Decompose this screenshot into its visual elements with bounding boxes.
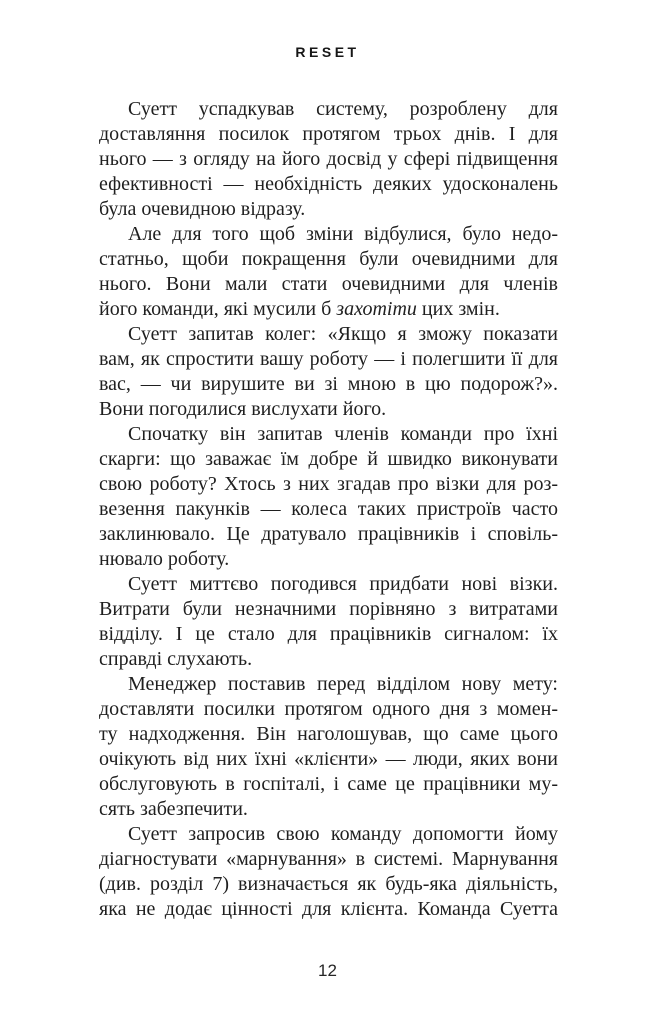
text-run: ефективності — необхідність деяких удосконалень [99, 173, 558, 195]
text-line [99, 797, 558, 822]
paragraph [99, 222, 558, 322]
text-run: цих змін. [416, 298, 500, 320]
text-run: вам, як спростити вашу роботу — і полегшити її для [99, 348, 558, 370]
text-run: Менеджер поставив перед відділом нову мету: [128, 673, 558, 695]
page-number: 12 [318, 961, 337, 980]
text-run: (див. розділ 7) визначається як будь-яка діяльність, [99, 873, 558, 895]
text-run: Спочатку він запитав членів команди про їхні [128, 423, 558, 445]
text-line [99, 822, 558, 847]
text-run: обслуговують в госпіталі, і саме це працівники му- [99, 773, 558, 795]
text-line [99, 222, 558, 247]
text-run: діагностувати «марнування» в системі. Марнування [99, 848, 558, 870]
paragraph [99, 322, 558, 422]
text-line [99, 272, 558, 297]
text-line [99, 172, 558, 197]
text-line [99, 347, 558, 372]
text-line [99, 697, 558, 722]
text-run: нього. Вони мали стати очевидними для членів [99, 273, 558, 295]
text-run: доставляти посилки протягом одного дня з момен- [99, 698, 558, 720]
text-run: свою роботу? Хтось з них згадав про візки для роз- [99, 473, 558, 495]
text-run: статньо, щоби покращення були очевидними для [99, 248, 558, 270]
text-line [99, 297, 558, 322]
paragraph [99, 422, 558, 572]
text-line [99, 472, 558, 497]
text-line [99, 197, 558, 222]
text-run: його команди, які мусили б [99, 298, 337, 320]
body-text [99, 97, 558, 922]
text-run: везення пакунків — колеса таких пристроїв часто [99, 498, 558, 520]
paragraph [99, 672, 558, 822]
text-run: вас, — чи вирушите ви зі мною в цю подорож?». [99, 373, 558, 395]
text-line [99, 97, 558, 122]
text-run: яка не додає цінності для клієнта. Команда Суетта [99, 898, 558, 920]
text-line [99, 747, 558, 772]
text-run: доставляння посилок протягом трьох днів. І для [99, 123, 558, 145]
italic-text-run: захотіти [336, 298, 417, 320]
text-run: скарги: що заважає їм добре й швидко виконувати [99, 448, 558, 470]
text-line [99, 647, 558, 672]
text-line [99, 147, 558, 172]
text-run: Суетт миттєво погодився придбати нові візки. [128, 573, 558, 595]
text-run: ту надходження. Він наголошував, що саме цього [99, 723, 558, 745]
text-line [99, 422, 558, 447]
paragraph [99, 572, 558, 672]
text-run: заклинювало. Це дратувало працівників і сповіль- [99, 523, 558, 545]
text-run: була очевидною відразу. [99, 198, 306, 220]
text-line [99, 872, 558, 897]
text-run: Витрати були незначними порівняно з витратами [99, 598, 558, 620]
paragraph [99, 822, 558, 922]
text-run: Вони погодилися вислухати його. [99, 398, 387, 420]
text-line [99, 497, 558, 522]
text-run: сять забезпечити. [99, 798, 248, 820]
text-run: Суетт запросив свою команду допомогти йому [128, 823, 558, 845]
text-line [99, 522, 558, 547]
text-line [99, 247, 558, 272]
text-run: нювало роботу. [99, 548, 230, 570]
running-header: RESET [295, 44, 360, 60]
paragraph [99, 97, 558, 222]
text-line [99, 397, 558, 422]
text-line [99, 622, 558, 647]
text-line [99, 372, 558, 397]
text-line [99, 672, 558, 697]
text-run: відділу. І це стало для працівників сигналом: їх [99, 623, 558, 645]
text-run: очікують від них їхні «клієнти» — люди, яких вони [99, 748, 558, 770]
text-run: Але для того щоб зміни відбулися, було недо- [128, 223, 558, 245]
text-line [99, 322, 558, 347]
text-line [99, 897, 558, 922]
text-line [99, 447, 558, 472]
text-line [99, 722, 558, 747]
text-line [99, 122, 558, 147]
text-line [99, 547, 558, 572]
text-line [99, 772, 558, 797]
text-line [99, 847, 558, 872]
text-run: нього — з огляду на його досвід у сфері підвищення [99, 148, 558, 170]
text-run: справді слухають. [99, 648, 253, 670]
text-run: Суетт успадкував систему, розроблену для [128, 98, 558, 120]
text-run: Суетт запитав колег: «Якщо я зможу показати [128, 323, 558, 345]
text-line [99, 572, 558, 597]
text-line [99, 597, 558, 622]
